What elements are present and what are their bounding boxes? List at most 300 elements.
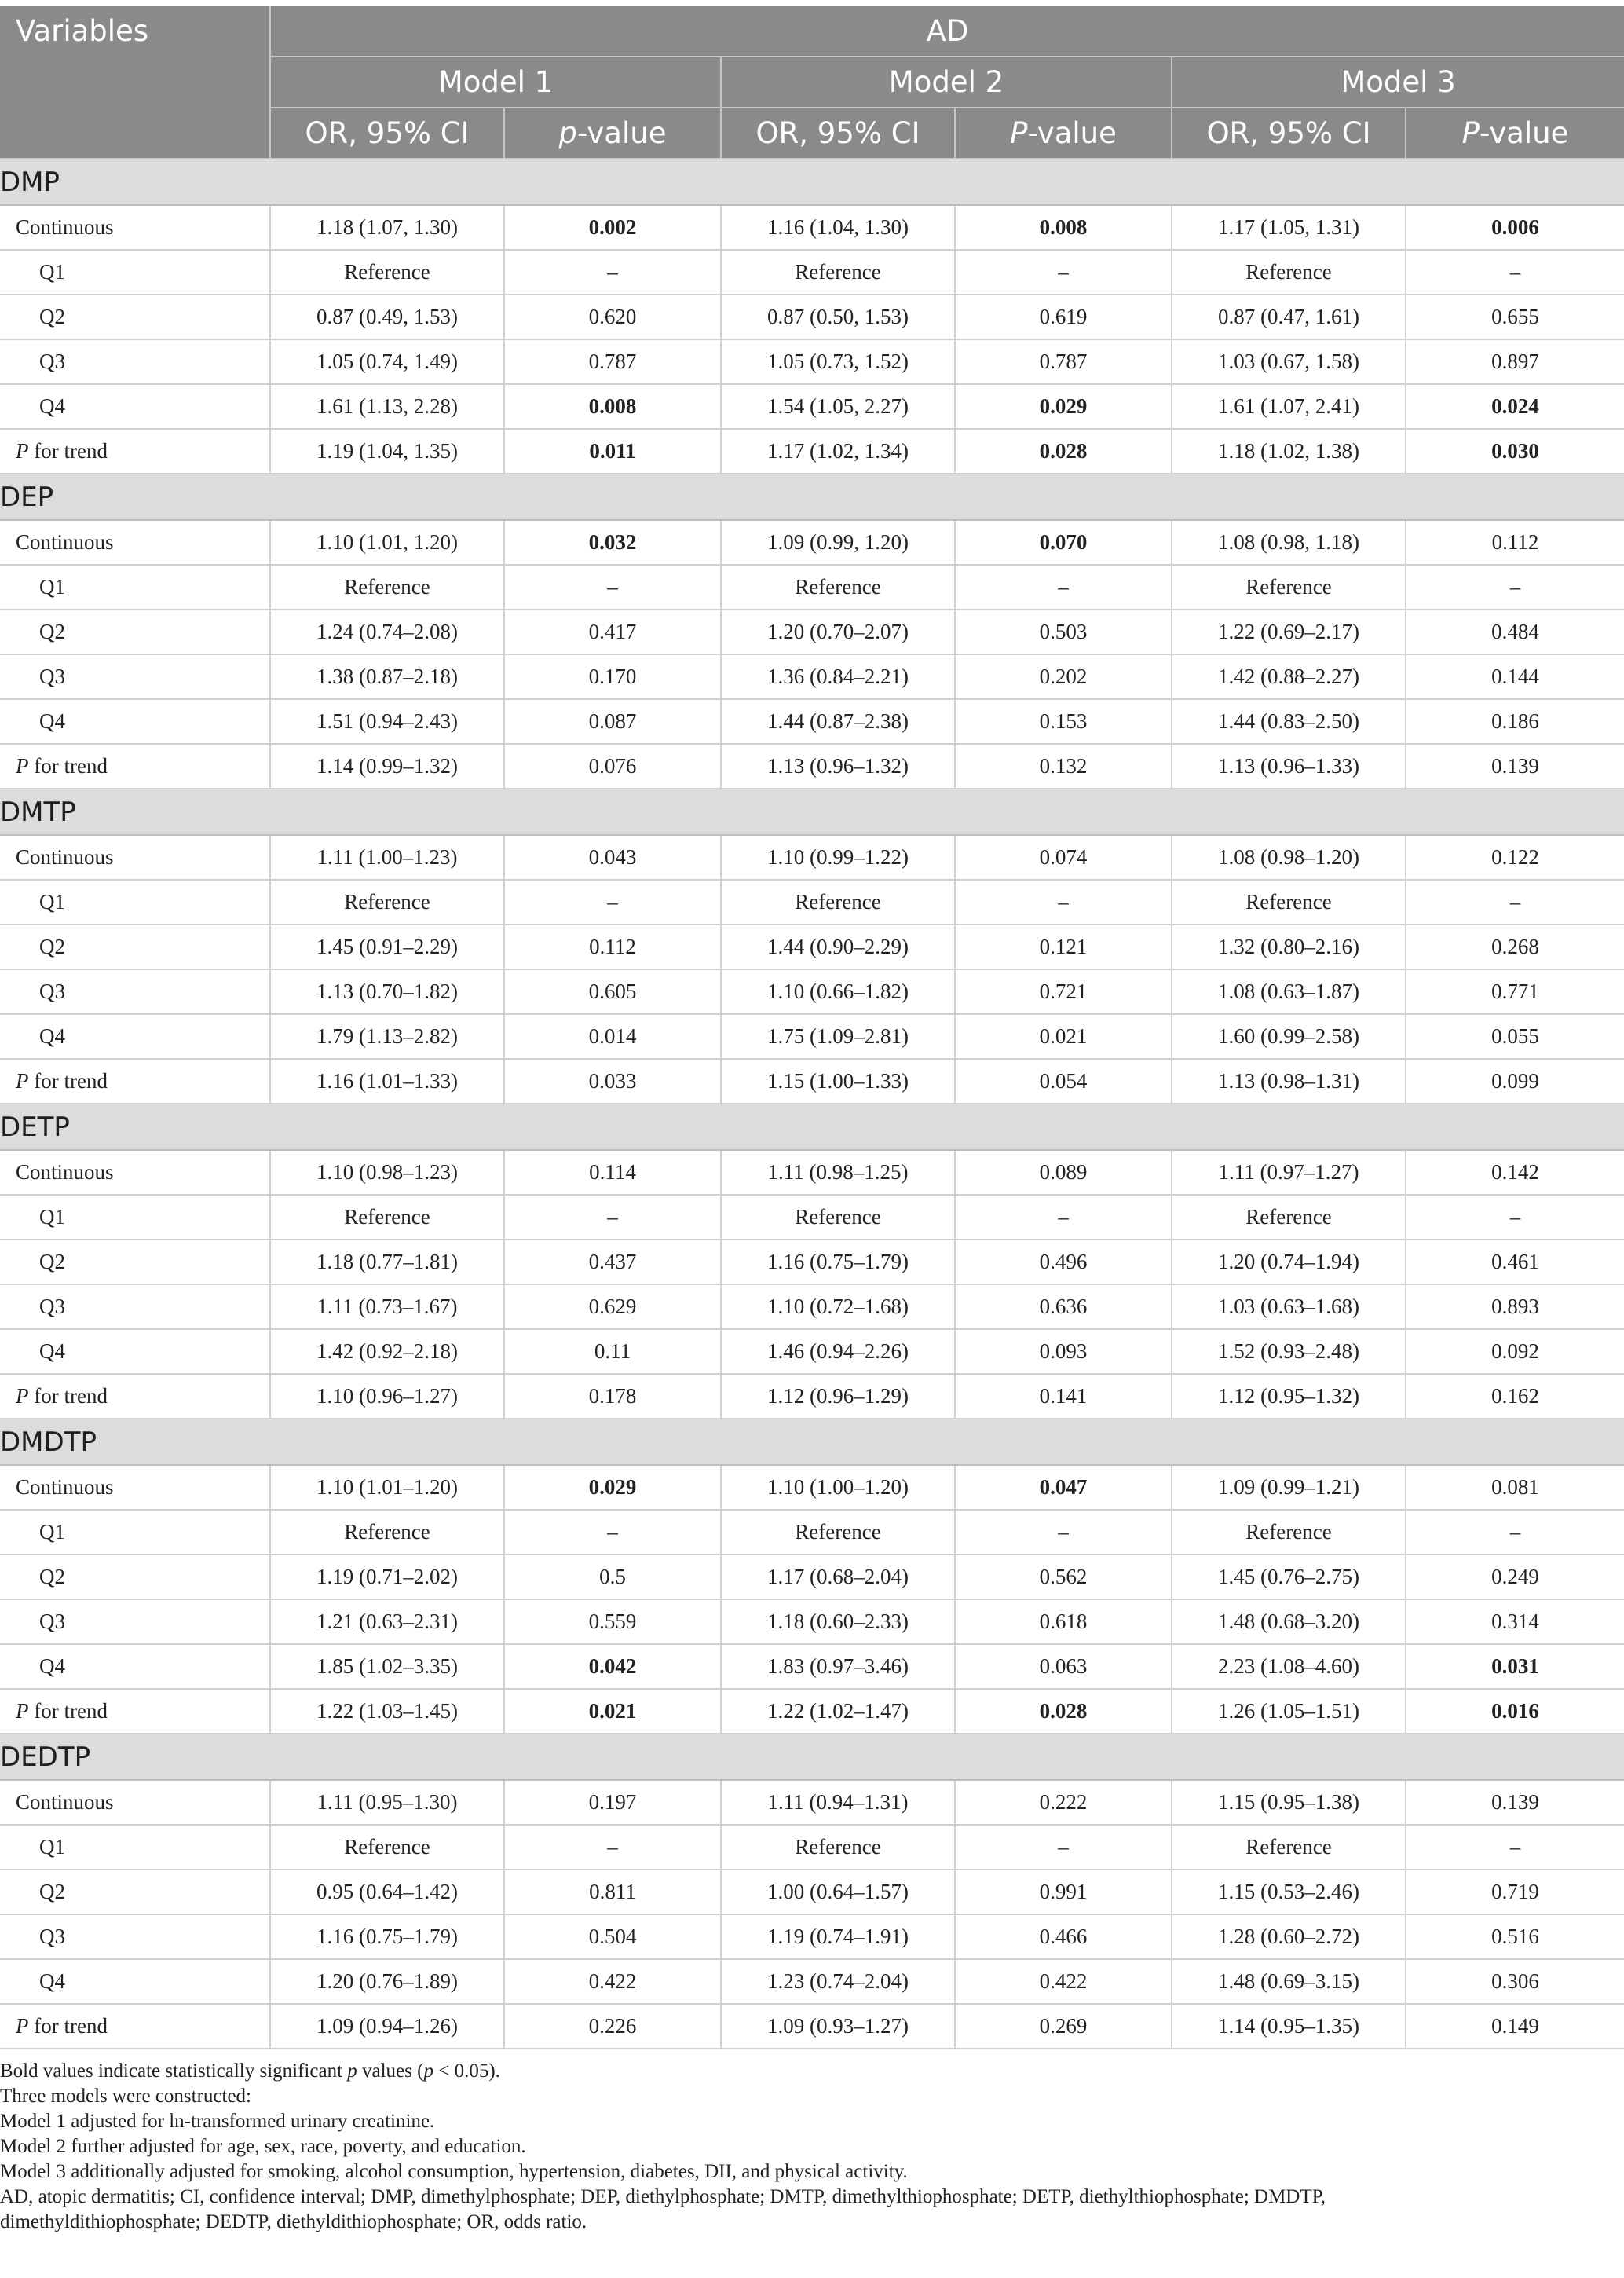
footnote-abbreviations-2: dimethyldithiophosphate; DEDTP, diethyldithiophosphate; OR, odds ratio. xyxy=(0,2211,587,2232)
p-value-cell: 0.619 xyxy=(955,295,1172,339)
or-ci-cell: 1.09 (0.99, 1.20) xyxy=(721,520,955,565)
or-ci-cell: Reference xyxy=(270,880,504,925)
row-label: Q4 xyxy=(0,1644,270,1689)
or-ci-cell: Reference xyxy=(270,1510,504,1555)
or-ci-cell: 1.15 (0.95–1.38) xyxy=(1172,1780,1406,1825)
p-value-cell: 0.063 xyxy=(955,1644,1172,1689)
row-label: Q3 xyxy=(0,1599,270,1644)
table-row xyxy=(0,880,1624,925)
row-label: Q2 xyxy=(0,1555,270,1599)
or-ci-cell: 1.14 (0.95–1.35) xyxy=(1172,2004,1406,2049)
footnotes xyxy=(0,2059,1618,2235)
p-value-cell: – xyxy=(1406,1195,1624,1240)
p-value-cell: – xyxy=(955,565,1172,610)
or-ci-cell: 1.17 (1.05, 1.31) xyxy=(1172,205,1406,250)
row-label: Q4 xyxy=(0,699,270,744)
section-label: DMTP xyxy=(0,789,1624,835)
or-ci-cell: 0.87 (0.50, 1.53) xyxy=(721,295,955,339)
row-label: Continuous xyxy=(0,835,270,880)
or-ci-cell: 1.22 (1.02–1.47) xyxy=(721,1689,955,1734)
or-ci-header-3: OR, 95% CI xyxy=(1172,108,1406,159)
model1-header: Model 1 xyxy=(270,57,721,108)
p-value-cell: 0.006 xyxy=(1406,205,1624,250)
or-ci-cell: 1.10 (0.66–1.82) xyxy=(721,969,955,1014)
or-ci-cell: 1.22 (0.69–2.17) xyxy=(1172,610,1406,654)
p-value-cell: 0.153 xyxy=(955,699,1172,744)
p-value-cell: 0.811 xyxy=(504,1870,721,1914)
p-value-cell: 0.144 xyxy=(1406,654,1624,699)
p-value-cell: 0.112 xyxy=(1406,520,1624,565)
footnote-model2: Model 2 further adjusted for age, sex, race, poverty, and education. xyxy=(0,2136,526,2157)
or-ci-cell: 1.12 (0.96–1.29) xyxy=(721,1374,955,1419)
or-ci-header-2: OR, 95% CI xyxy=(721,108,955,159)
p-value-cell: 0.503 xyxy=(955,610,1172,654)
row-label: Q1 xyxy=(0,250,270,295)
row-label: P for trend xyxy=(0,1059,270,1104)
p-value-cell: 0.093 xyxy=(955,1329,1172,1374)
p-value-cell: 0.033 xyxy=(504,1059,721,1104)
or-ci-cell: 1.11 (0.95–1.30) xyxy=(270,1780,504,1825)
or-ci-cell: 1.19 (0.74–1.91) xyxy=(721,1914,955,1959)
or-ci-cell: 1.10 (0.98–1.23) xyxy=(270,1150,504,1195)
p-value-cell: – xyxy=(955,1825,1172,1870)
p-value-cell: 0.122 xyxy=(1406,835,1624,880)
table-row xyxy=(0,565,1624,610)
pvalue-header-3: P-value xyxy=(1406,108,1624,159)
table-row xyxy=(0,1510,1624,1555)
or-ci-cell: Reference xyxy=(270,565,504,610)
or-ci-cell: 1.20 (0.74–1.94) xyxy=(1172,1240,1406,1284)
p-value-cell: 0.002 xyxy=(504,205,721,250)
p-value-cell: 0.504 xyxy=(504,1914,721,1959)
or-ci-cell: Reference xyxy=(1172,1510,1406,1555)
row-label: Q1 xyxy=(0,880,270,925)
or-ci-cell: 1.20 (0.76–1.89) xyxy=(270,1959,504,2004)
or-ci-cell: Reference xyxy=(721,880,955,925)
p-value-cell: – xyxy=(504,250,721,295)
or-ci-cell: 1.13 (0.70–1.82) xyxy=(270,969,504,1014)
table-row xyxy=(0,1059,1624,1104)
p-value-cell: – xyxy=(504,1510,721,1555)
model3-header: Model 3 xyxy=(1172,57,1624,108)
p-value-cell: 0.629 xyxy=(504,1284,721,1329)
p-value-cell: 0.016 xyxy=(1406,1689,1624,1734)
or-ci-cell: 1.09 (0.93–1.27) xyxy=(721,2004,955,2049)
or-ci-cell: 1.10 (1.00–1.20) xyxy=(721,1465,955,1510)
p-value-cell: 0.076 xyxy=(504,744,721,789)
or-ci-cell: Reference xyxy=(721,1510,955,1555)
row-label: Q2 xyxy=(0,295,270,339)
p-value-cell: – xyxy=(1406,565,1624,610)
p-value-cell: 0.114 xyxy=(504,1150,721,1195)
or-ci-cell: 0.87 (0.47, 1.61) xyxy=(1172,295,1406,339)
or-ci-cell: Reference xyxy=(1172,1825,1406,1870)
footnote-model3: Model 3 additionally adjusted for smoking, alcohol consumption, hypertension, diabetes, DII, and physical activity. xyxy=(0,2161,908,2182)
p-value-cell: – xyxy=(955,1195,1172,1240)
p-value-cell: 0.202 xyxy=(955,654,1172,699)
p-value-cell: 0.466 xyxy=(955,1914,1172,1959)
p-value-cell: 0.422 xyxy=(955,1959,1172,2004)
p-value-cell: 0.162 xyxy=(1406,1374,1624,1419)
or-ci-cell: 1.09 (0.94–1.26) xyxy=(270,2004,504,2049)
p-value-cell: 0.030 xyxy=(1406,429,1624,474)
p-value-cell: 0.719 xyxy=(1406,1870,1624,1914)
row-label: Q1 xyxy=(0,1195,270,1240)
or-ci-cell: 2.23 (1.08–4.60) xyxy=(1172,1644,1406,1689)
p-value-cell: 0.070 xyxy=(955,520,1172,565)
row-label: Q3 xyxy=(0,339,270,384)
or-ci-cell: 1.19 (1.04, 1.35) xyxy=(270,429,504,474)
table-row xyxy=(0,339,1624,384)
p-value-cell: 0.721 xyxy=(955,969,1172,1014)
p-value-cell: 0.089 xyxy=(955,1150,1172,1195)
table-row xyxy=(0,384,1624,429)
or-ci-cell: 1.09 (0.99–1.21) xyxy=(1172,1465,1406,1510)
or-ci-cell: 1.03 (0.67, 1.58) xyxy=(1172,339,1406,384)
row-label: P for trend xyxy=(0,1374,270,1419)
section-row xyxy=(0,1419,1624,1465)
or-ci-cell: 1.03 (0.63–1.68) xyxy=(1172,1284,1406,1329)
p-value-cell: 0.605 xyxy=(504,969,721,1014)
table-row xyxy=(0,1465,1624,1510)
p-value-cell: 0.268 xyxy=(1406,925,1624,969)
pvalue-header-2: P-value xyxy=(955,108,1172,159)
table-row xyxy=(0,1599,1624,1644)
table-row xyxy=(0,295,1624,339)
or-ci-cell: 1.13 (0.96–1.33) xyxy=(1172,744,1406,789)
row-label: Q1 xyxy=(0,565,270,610)
table-row xyxy=(0,429,1624,474)
section-row xyxy=(0,1104,1624,1150)
p-value-cell: 0.655 xyxy=(1406,295,1624,339)
row-label: Q2 xyxy=(0,610,270,654)
p-value-cell: 0.081 xyxy=(1406,1465,1624,1510)
p-value-cell: 0.636 xyxy=(955,1284,1172,1329)
table-row xyxy=(0,1644,1624,1689)
row-label: Continuous xyxy=(0,1150,270,1195)
or-ci-cell: Reference xyxy=(270,1195,504,1240)
or-ci-cell: 0.87 (0.49, 1.53) xyxy=(270,295,504,339)
p-value-cell: 0.055 xyxy=(1406,1014,1624,1059)
row-label: P for trend xyxy=(0,744,270,789)
p-value-cell: – xyxy=(1406,250,1624,295)
or-ci-cell: 1.15 (1.00–1.33) xyxy=(721,1059,955,1104)
table-row xyxy=(0,835,1624,880)
or-ci-cell: 1.22 (1.03–1.45) xyxy=(270,1689,504,1734)
table-row xyxy=(0,250,1624,295)
table-row xyxy=(0,1689,1624,1734)
p-value-cell: 0.139 xyxy=(1406,1780,1624,1825)
row-label: Q2 xyxy=(0,1240,270,1284)
row-label: Q4 xyxy=(0,384,270,429)
results-table xyxy=(0,6,1624,2049)
or-ci-cell: 1.52 (0.93–2.48) xyxy=(1172,1329,1406,1374)
p-value-cell: 0.991 xyxy=(955,1870,1172,1914)
p-value-cell: 0.897 xyxy=(1406,339,1624,384)
row-label: Q4 xyxy=(0,1959,270,2004)
p-value-cell: 0.074 xyxy=(955,835,1172,880)
p-value-cell: 0.226 xyxy=(504,2004,721,2049)
p-value-cell: 0.042 xyxy=(504,1644,721,1689)
section-row xyxy=(0,474,1624,520)
p-value-cell: 0.496 xyxy=(955,1240,1172,1284)
or-ci-cell: 1.45 (0.76–2.75) xyxy=(1172,1555,1406,1599)
p-value-cell: – xyxy=(1406,880,1624,925)
or-ci-cell: 1.42 (0.92–2.18) xyxy=(270,1329,504,1374)
section-label: DEDTP xyxy=(0,1734,1624,1780)
or-ci-cell: 0.95 (0.64–1.42) xyxy=(270,1870,504,1914)
table-row xyxy=(0,1195,1624,1240)
or-ci-cell: 1.12 (0.95–1.32) xyxy=(1172,1374,1406,1419)
p-value-cell: 0.032 xyxy=(504,520,721,565)
table-row xyxy=(0,1374,1624,1419)
or-ci-cell: 1.11 (1.00–1.23) xyxy=(270,835,504,880)
p-value-cell: 0.047 xyxy=(955,1465,1172,1510)
or-ci-cell: 1.42 (0.88–2.27) xyxy=(1172,654,1406,699)
row-label: Q2 xyxy=(0,925,270,969)
or-ci-cell: 1.13 (0.98–1.31) xyxy=(1172,1059,1406,1104)
or-ci-cell: 1.16 (1.01–1.33) xyxy=(270,1059,504,1104)
table-row xyxy=(0,2004,1624,2049)
p-value-cell: – xyxy=(504,1195,721,1240)
table-row xyxy=(0,969,1624,1014)
section-label: DMP xyxy=(0,159,1624,205)
p-value-cell: 0.043 xyxy=(504,835,721,880)
or-ci-cell: 1.85 (1.02–3.35) xyxy=(270,1644,504,1689)
p-value-cell: 0.11 xyxy=(504,1329,721,1374)
or-ci-cell: 1.18 (0.60–2.33) xyxy=(721,1599,955,1644)
row-label: Q3 xyxy=(0,1284,270,1329)
table-row xyxy=(0,205,1624,250)
row-label: Q1 xyxy=(0,1510,270,1555)
or-ci-cell: 1.18 (1.07, 1.30) xyxy=(270,205,504,250)
or-ci-cell: 1.79 (1.13–2.82) xyxy=(270,1014,504,1059)
or-ci-cell: 1.17 (1.02, 1.34) xyxy=(721,429,955,474)
p-value-cell: 0.314 xyxy=(1406,1599,1624,1644)
row-label: Continuous xyxy=(0,520,270,565)
table-row xyxy=(0,1914,1624,1959)
or-ci-cell: Reference xyxy=(270,250,504,295)
p-value-cell: 0.222 xyxy=(955,1780,1172,1825)
p-value-cell: 0.618 xyxy=(955,1599,1172,1644)
footnote-abbreviations-1: AD, atopic dermatitis; CI, confidence interval; DMP, dimethylphosphate; DEP, diethylphosphate; DMTP, dimethylthiophosphate; DETP, diethylthiophosphate; DMDTP, xyxy=(0,2186,1326,2207)
p-value-cell: 0.029 xyxy=(955,384,1172,429)
p-value-cell: 0.014 xyxy=(504,1014,721,1059)
or-ci-cell: Reference xyxy=(721,1825,955,1870)
p-value-cell: 0.132 xyxy=(955,744,1172,789)
table-row xyxy=(0,744,1624,789)
or-ci-cell: 1.16 (0.75–1.79) xyxy=(270,1914,504,1959)
or-ci-cell: 1.19 (0.71–2.02) xyxy=(270,1555,504,1599)
or-ci-cell: 1.61 (1.13, 2.28) xyxy=(270,384,504,429)
or-ci-cell: 1.15 (0.53–2.46) xyxy=(1172,1870,1406,1914)
or-ci-cell: Reference xyxy=(1172,565,1406,610)
section-row xyxy=(0,159,1624,205)
or-ci-cell: 1.11 (0.73–1.67) xyxy=(270,1284,504,1329)
or-ci-cell: 1.11 (0.97–1.27) xyxy=(1172,1150,1406,1195)
or-ci-cell: Reference xyxy=(1172,1195,1406,1240)
section-label: DMDTP xyxy=(0,1419,1624,1465)
table-row xyxy=(0,1825,1624,1870)
or-ci-cell: 1.13 (0.96–1.32) xyxy=(721,744,955,789)
p-value-cell: 0.021 xyxy=(504,1689,721,1734)
or-ci-cell: 1.46 (0.94–2.26) xyxy=(721,1329,955,1374)
p-value-cell: 0.437 xyxy=(504,1240,721,1284)
p-value-cell: 0.620 xyxy=(504,295,721,339)
or-ci-header-1: OR, 95% CI xyxy=(270,108,504,159)
or-ci-cell: 1.10 (1.01–1.20) xyxy=(270,1465,504,1510)
or-ci-cell: 1.10 (0.96–1.27) xyxy=(270,1374,504,1419)
footnote-models-intro: Three models were constructed: xyxy=(0,2086,252,2107)
or-ci-cell: 1.32 (0.80–2.16) xyxy=(1172,925,1406,969)
p-value-cell: 0.197 xyxy=(504,1780,721,1825)
p-value-cell: – xyxy=(955,1510,1172,1555)
row-label: Q3 xyxy=(0,1914,270,1959)
table-row xyxy=(0,1780,1624,1825)
section-label: DETP xyxy=(0,1104,1624,1150)
or-ci-cell: 1.38 (0.87–2.18) xyxy=(270,654,504,699)
p-value-cell: 0.028 xyxy=(955,1689,1172,1734)
variables-header: Variables xyxy=(0,6,270,159)
or-ci-cell: 1.44 (0.87–2.38) xyxy=(721,699,955,744)
table-container xyxy=(0,6,1624,2049)
or-ci-cell: 1.08 (0.98–1.20) xyxy=(1172,835,1406,880)
or-ci-cell: 1.11 (0.94–1.31) xyxy=(721,1780,955,1825)
p-value-cell: 0.029 xyxy=(504,1465,721,1510)
or-ci-cell: 1.10 (1.01, 1.20) xyxy=(270,520,504,565)
table-row xyxy=(0,610,1624,654)
row-label: Q3 xyxy=(0,654,270,699)
p-value-cell: 0.028 xyxy=(955,429,1172,474)
row-label: Continuous xyxy=(0,1465,270,1510)
p-value-cell: 0.087 xyxy=(504,699,721,744)
p-value-cell: 0.099 xyxy=(1406,1059,1624,1104)
p-value-cell: 0.021 xyxy=(955,1014,1172,1059)
p-value-cell: 0.008 xyxy=(955,205,1172,250)
or-ci-cell: 1.48 (0.69–3.15) xyxy=(1172,1959,1406,2004)
or-ci-cell: 1.18 (1.02, 1.38) xyxy=(1172,429,1406,474)
p-value-cell: 0.562 xyxy=(955,1555,1172,1599)
or-ci-cell: 1.75 (1.09–2.81) xyxy=(721,1014,955,1059)
or-ci-cell: 1.20 (0.70–2.07) xyxy=(721,610,955,654)
table-row xyxy=(0,1284,1624,1329)
row-label: Q2 xyxy=(0,1870,270,1914)
or-ci-cell: 1.18 (0.77–1.81) xyxy=(270,1240,504,1284)
row-label: Q4 xyxy=(0,1014,270,1059)
p-value-cell: – xyxy=(1406,1825,1624,1870)
row-label: P for trend xyxy=(0,429,270,474)
p-value-cell: 0.559 xyxy=(504,1599,721,1644)
table-row xyxy=(0,1240,1624,1284)
pvalue-header-1: p-value xyxy=(504,108,721,159)
table-row xyxy=(0,1959,1624,2004)
row-label: Continuous xyxy=(0,1780,270,1825)
p-value-cell: 0.771 xyxy=(1406,969,1624,1014)
table-row xyxy=(0,925,1624,969)
p-value-cell: 0.092 xyxy=(1406,1329,1624,1374)
or-ci-cell: 1.83 (0.97–3.46) xyxy=(721,1644,955,1689)
or-ci-cell: Reference xyxy=(270,1825,504,1870)
p-value-cell: 0.516 xyxy=(1406,1914,1624,1959)
table-row xyxy=(0,1329,1624,1374)
p-value-cell: 0.031 xyxy=(1406,1644,1624,1689)
p-value-cell: 0.142 xyxy=(1406,1150,1624,1195)
p-value-cell: – xyxy=(504,1825,721,1870)
or-ci-cell: 1.14 (0.99–1.32) xyxy=(270,744,504,789)
row-label: Continuous xyxy=(0,205,270,250)
row-label: Q4 xyxy=(0,1329,270,1374)
p-value-cell: 0.787 xyxy=(955,339,1172,384)
table-row xyxy=(0,1014,1624,1059)
section-row xyxy=(0,1734,1624,1780)
or-ci-cell: Reference xyxy=(721,565,955,610)
or-ci-cell: Reference xyxy=(1172,250,1406,295)
row-label: Q1 xyxy=(0,1825,270,1870)
or-ci-cell: 1.10 (0.99–1.22) xyxy=(721,835,955,880)
or-ci-cell: 1.21 (0.63–2.31) xyxy=(270,1599,504,1644)
p-value-cell: 0.112 xyxy=(504,925,721,969)
table-row xyxy=(0,1150,1624,1195)
or-ci-cell: 1.28 (0.60–2.72) xyxy=(1172,1914,1406,1959)
table-row xyxy=(0,1870,1624,1914)
or-ci-cell: 1.44 (0.90–2.29) xyxy=(721,925,955,969)
or-ci-cell: 1.05 (0.74, 1.49) xyxy=(270,339,504,384)
table-row xyxy=(0,1555,1624,1599)
or-ci-cell: 1.45 (0.91–2.29) xyxy=(270,925,504,969)
or-ci-cell: 1.08 (0.63–1.87) xyxy=(1172,969,1406,1014)
p-value-cell: – xyxy=(504,565,721,610)
p-value-cell: 0.139 xyxy=(1406,744,1624,789)
or-ci-cell: 1.60 (0.99–2.58) xyxy=(1172,1014,1406,1059)
or-ci-cell: 1.00 (0.64–1.57) xyxy=(721,1870,955,1914)
or-ci-cell: 1.23 (0.74–2.04) xyxy=(721,1959,955,2004)
table-row xyxy=(0,699,1624,744)
section-label: DEP xyxy=(0,474,1624,520)
p-value-cell: 0.011 xyxy=(504,429,721,474)
p-value-cell: – xyxy=(955,250,1172,295)
model2-header: Model 2 xyxy=(721,57,1172,108)
row-label: P for trend xyxy=(0,1689,270,1734)
p-value-cell: 0.5 xyxy=(504,1555,721,1599)
p-value-cell: 0.170 xyxy=(504,654,721,699)
row-label: Q3 xyxy=(0,969,270,1014)
p-value-cell: – xyxy=(504,880,721,925)
or-ci-cell: 1.54 (1.05, 2.27) xyxy=(721,384,955,429)
p-value-cell: 0.787 xyxy=(504,339,721,384)
p-value-cell: 0.178 xyxy=(504,1374,721,1419)
or-ci-cell: 1.05 (0.73, 1.52) xyxy=(721,339,955,384)
or-ci-cell: 1.16 (1.04, 1.30) xyxy=(721,205,955,250)
p-value-cell: 0.893 xyxy=(1406,1284,1624,1329)
p-value-cell: 0.141 xyxy=(955,1374,1172,1419)
p-value-cell: 0.417 xyxy=(504,610,721,654)
p-value-cell: 0.054 xyxy=(955,1059,1172,1104)
or-ci-cell: 1.10 (0.72–1.68) xyxy=(721,1284,955,1329)
or-ci-cell: 1.36 (0.84–2.21) xyxy=(721,654,955,699)
p-value-cell: 0.461 xyxy=(1406,1240,1624,1284)
p-value-cell: 0.269 xyxy=(955,2004,1172,2049)
p-value-cell: 0.306 xyxy=(1406,1959,1624,2004)
or-ci-cell: Reference xyxy=(721,1195,955,1240)
table-body xyxy=(0,159,1624,2049)
p-value-cell: 0.422 xyxy=(504,1959,721,2004)
or-ci-cell: 1.61 (1.07, 2.41) xyxy=(1172,384,1406,429)
or-ci-cell: 1.51 (0.94–2.43) xyxy=(270,699,504,744)
p-value-cell: 0.024 xyxy=(1406,384,1624,429)
or-ci-cell: 1.11 (0.98–1.25) xyxy=(721,1150,955,1195)
p-value-cell: 0.121 xyxy=(955,925,1172,969)
footnote-bold: Bold values indicate statistically significant p values (p < 0.05). xyxy=(0,2060,500,2082)
